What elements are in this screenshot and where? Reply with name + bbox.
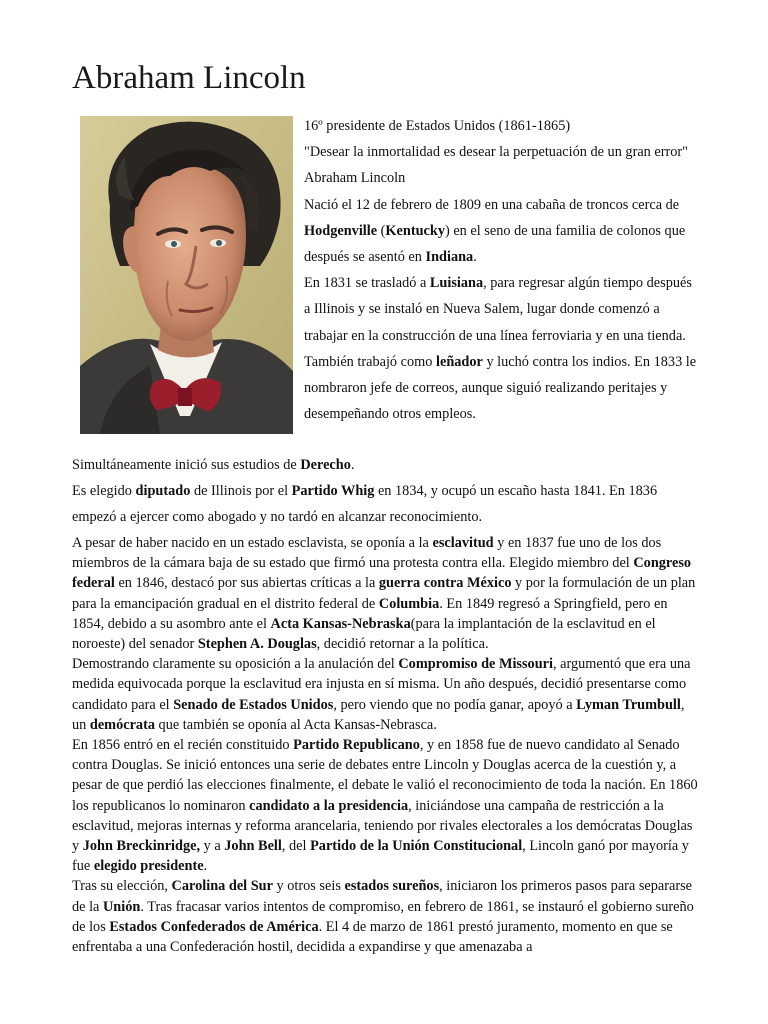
body-text-top	[72, 452, 698, 530]
paragraph-missouri: Demostrando claramente su oposición a la anulación del Compromiso de Missouri, argumentó que era una medida equivocada porque la esclavitud era injusta en sí misma. Un año después, decidió presentarse como candidato para el Senado de Estados Unidos, pero viendo que no podía ganar, apoyó a Lyman Trumbull, un demócrata que también se oponía al Acta Kansas-Nebrasca.	[72, 656, 691, 733]
paragraph-birth: Nació el 12 de febrero de 1809 en una cabaña de troncos cerca de Hodgenville (Kentucky) en el seno de una familia de colonos que después se asentó en Indiana.	[304, 196, 686, 266]
paragraph-early-life: En 1831 se trasladó a Luisiana, para regresar algún tiempo después a Illinois y se instaló en Nueva Salem, lugar donde comenzó a trabajar en la construcción de una línea ferroviaria y en una tienda. También trabajó como leñador y luchó contra los indios. En 1833 le nombraron jefe de correos, aunque siguió realizando peritajes y desempeñando otros empleos.	[304, 275, 697, 423]
quote-author: Abraham Lincoln	[304, 170, 406, 187]
page-title: Abraham Lincoln	[72, 60, 306, 96]
paragraph-deputy: Es elegido diputado de Illinois por el Partido Whig en 1834, y ocupó un escaño hasta 1841. En 1836 empezó a ejercer como abogado y no tardó en alcanzar reconocimiento.	[72, 483, 658, 525]
side-text	[304, 113, 700, 427]
quote-line: "Desear la inmortalidad es desear la perpetuación de un gran error"	[304, 144, 689, 161]
paragraph-republican: En 1856 entró en el recién constituido Partido Republicano, y en 1858 fue de nuevo candidato al Senado contra Douglas. Se inició entonces una serie de debates entre Lincoln y Douglas acerca de la cuestión y, a pesar de que perdió las elecciones finalmente, el debate le valió el reconocimiento de toda la nación. En 1860 los republicanos lo nominaron candidato a la presidencia, iniciándose una campaña de restricción a la esclavitud, mejoras internas y reforma arancelaria, teniendo por rivales electorales a los demócratas Douglas y John Breckinridge, y a John Bell, del Partido de la Unión Constitucional, Lincoln ganó por mayoría y fue elegido presidente.	[72, 737, 698, 875]
lincoln-portrait	[80, 116, 293, 434]
body-text-main	[72, 533, 698, 957]
subtitle-line: 16º presidente de Estados Unidos (1861-1865)	[304, 118, 571, 134]
paragraph-law-studies: Simultáneamente inició sus estudios de Derecho.	[72, 457, 355, 473]
paragraph-slavery: A pesar de haber nacido en un estado esclavista, se oponía a la esclavitud y en 1837 fue uno de los dos miembros de la cámara baja de su estado que firmó una protesta contra ella. Elegido miembro del Congreso federal en 1846, destacó por sus abiertas críticas a la guerra contra México y por la formulación de un plan para la emancipación gradual en el distrito federal de Columbia. En 1849 regresó a Springfield, pero en 1854, debido a su asombro ante el Acta Kansas-Nebraska(para la implantación de la esclavitud en el noroeste) del senador Stephen A. Douglas, decidió retornar a la política.	[72, 535, 696, 653]
paragraph-secession: Tras su elección, Carolina del Sur y otros seis estados sureños, iniciaron los primeros pasos para separarse de la Unión. Tras fracasar varios intentos de compromiso, en febrero de 1861, se instauró el gobierno sureño de los Estados Confederados de América. El 4 de marzo de 1861 prestó juramento, momento en que se enfrentaba a una Confederación hostil, decidida a expandirse y que amenazaba a	[72, 878, 694, 956]
